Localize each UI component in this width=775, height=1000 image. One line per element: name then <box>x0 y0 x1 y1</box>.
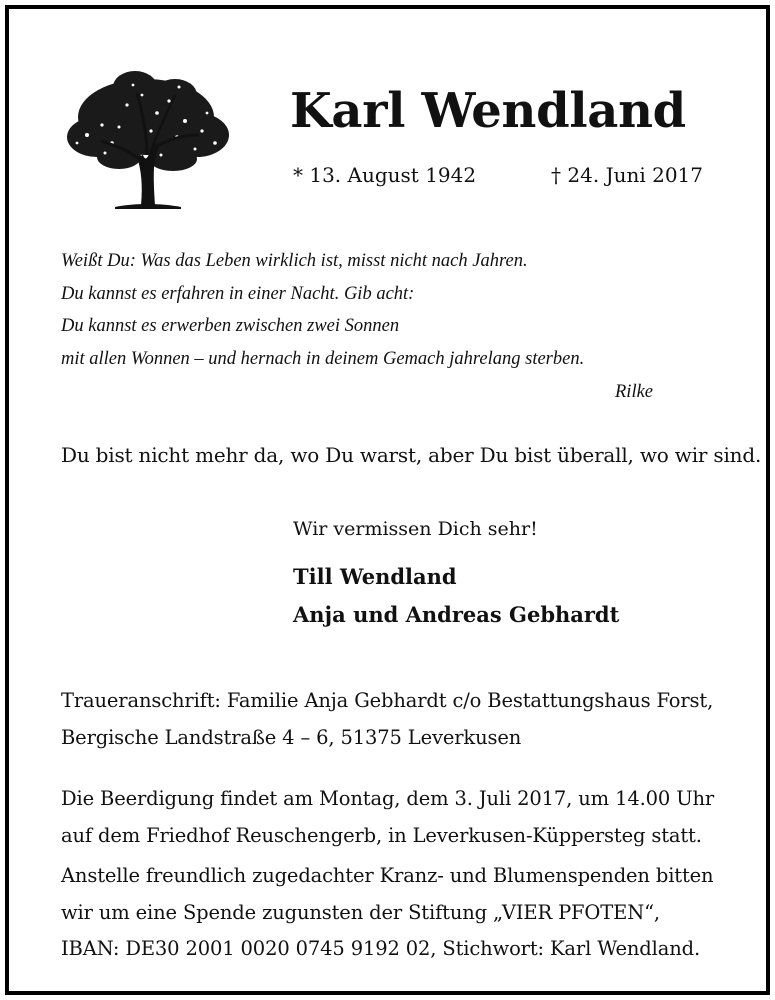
memorial-quote: Du bist nicht mehr da, wo Du warst, aber Du bist überall, wo wir sind. <box>61 443 762 467</box>
poem-author: Rilke <box>615 382 654 402</box>
miss-line: Wir vermissen Dich sehr! <box>293 518 538 540</box>
deceased-name: Karl Wendland <box>290 83 686 139</box>
mourner-name: Till Wendland <box>293 564 457 589</box>
donation-info <box>61 858 713 968</box>
address-line: Traueranschrift: Familie Anja Gebhardt c/o Bestattungshaus Forst, <box>61 689 714 712</box>
mourner-name: Anja und Andreas Gebhardt <box>293 602 620 627</box>
poem <box>61 245 584 375</box>
poem-line: Du kannst es erfahren in einer Nacht. Gib acht: <box>61 283 415 304</box>
mourning-address <box>61 683 713 756</box>
donation-line: Anstelle freundlich zugedachter Kranz- und Blumenspenden bitten <box>61 864 714 887</box>
death-date: † 24. Juni 2017 <box>551 163 703 187</box>
funeral-info <box>61 781 714 854</box>
birth-date: * 13. August 1942 <box>293 163 477 187</box>
tree-icon <box>57 65 235 213</box>
funeral-line: Die Beerdigung findet am Montag, dem 3. Juli 2017, um 14.00 Uhr <box>61 787 715 810</box>
obituary-frame <box>5 5 770 995</box>
address-line: Bergische Landstraße 4 – 6, 51375 Leverkusen <box>61 725 522 749</box>
funeral-line: auf dem Friedhof Reuschengerb, in Leverkusen-Küppersteg statt. <box>61 823 702 847</box>
donation-line: IBAN: DE30 2001 0020 0745 9192 02, Stichwort: Karl Wendland. <box>61 937 700 960</box>
donation-line: wir um eine Spende zugunsten der Stiftung „VIER PFOTEN“, <box>61 900 660 924</box>
poem-line: Weißt Du: Was das Leben wirklich ist, misst nicht nach Jahren. <box>61 251 528 271</box>
poem-line: Du kannst es erwerben zwischen zwei Sonnen <box>61 316 400 336</box>
mourners-block <box>293 518 619 634</box>
poem-line: mit allen Wonnen – und hernach in deinem Gemach jahrelang sterben. <box>61 348 585 369</box>
